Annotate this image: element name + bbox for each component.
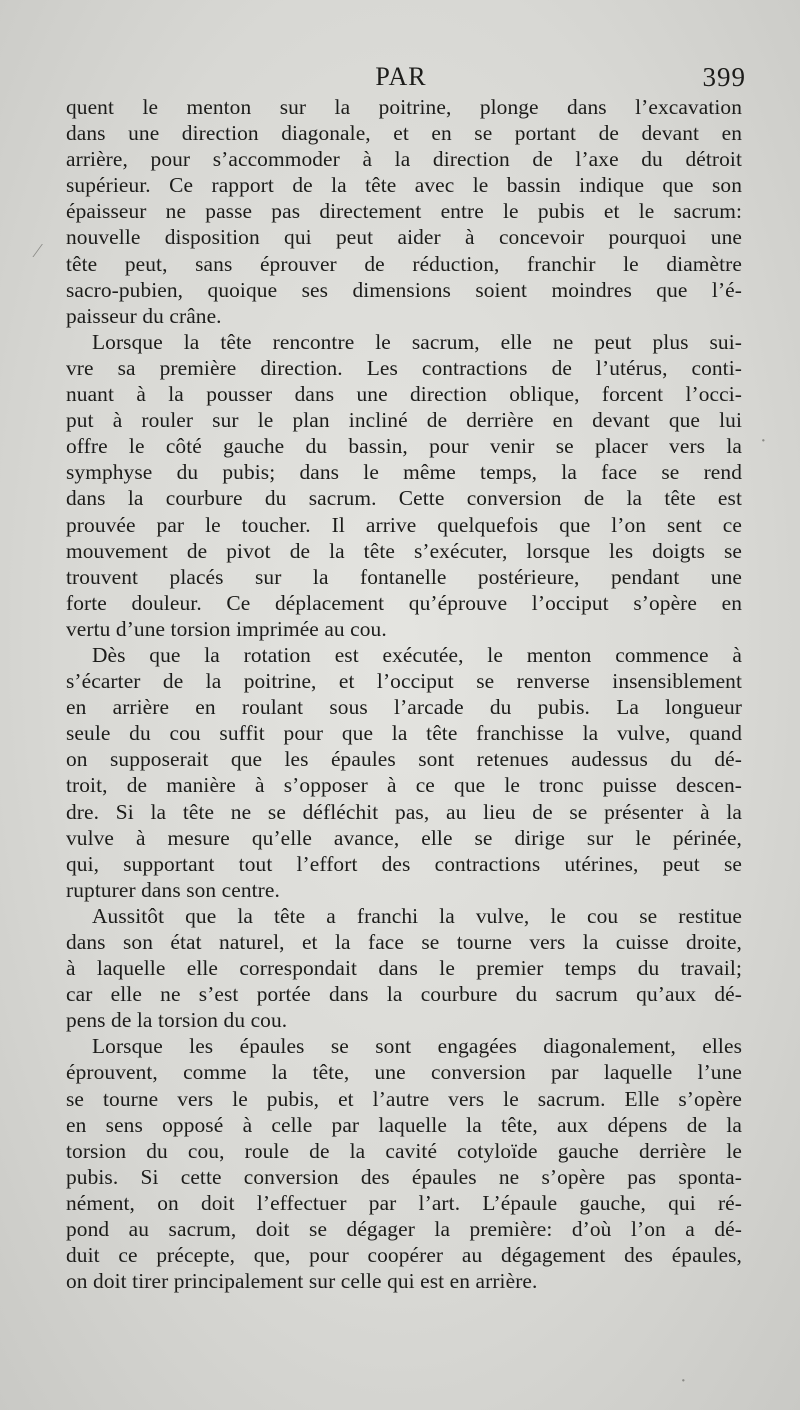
text-line: éprouvent, comme la tête, une conversion par laquelle l’une <box>66 1060 742 1085</box>
text-line: qui, supportant tout l’effort des contractions utérines, peut se <box>66 851 742 876</box>
body-text <box>66 94 742 1294</box>
text-line: vertu d’une torsion imprimée au cou. <box>66 616 387 641</box>
book-page <box>66 60 746 1294</box>
text-line: dans une direction diagonale, et en se portant de devant en <box>66 121 742 146</box>
text-line: symphyse du pubis; dans le même temps, la face se rend <box>66 460 742 485</box>
margin-mark: · <box>760 430 767 452</box>
text-line: rupturer dans son centre. <box>66 877 280 902</box>
text-line: mouvement de pivot de la tête s’exécuter, lorsque les doigts se <box>66 538 742 563</box>
text-line: Lorsque les épaules se sont engagées diagonalement, elles <box>92 1034 742 1059</box>
text-line: forte douleur. Ce déplacement qu’éprouve l’occiput s’opère en <box>66 590 742 615</box>
text-line: trouvent placés sur la fontanelle postérieure, pendant une <box>66 564 742 589</box>
text-line: vulve à mesure qu’elle avance, elle se dirige sur le périnée, <box>66 825 742 850</box>
text-line: dans la courbure du sacrum. Cette conversion de la tête est <box>66 486 742 511</box>
text-line: duit ce précepte, que, pour coopérer au dégagement des épaules, <box>66 1243 742 1268</box>
text-line: paisseur du crâne. <box>66 303 222 328</box>
text-line: tête peut, sans éprouver de réduction, franchir le diamètre <box>66 251 742 276</box>
text-line: nément, on doit l’effectuer par l’art. L’épaule gauche, qui ré- <box>66 1190 742 1215</box>
text-line: se tourne vers le pubis, et l’autre vers le sacrum. Elle s’opère <box>66 1086 742 1111</box>
text-line: pens de la torsion du cou. <box>66 1008 288 1033</box>
text-line: pond au sacrum, doit se dégager la première: d’où l’on a dé- <box>66 1217 742 1242</box>
text-line: vre sa première direction. Les contractions de l’utérus, conti- <box>66 355 742 380</box>
text-line: car elle ne s’est portée dans la courbure du sacrum qu’aux dé- <box>66 982 742 1007</box>
text-line: nouvelle disposition qui peut aider à concevoir pourquoi une <box>66 225 742 250</box>
margin-mark: ⁄ <box>36 240 40 262</box>
text-line: seule du cou suffit pour que la tête franchisse la vulve, quand <box>66 721 742 746</box>
text-line: on supposerait que les épaules sont retenues audessus du dé- <box>66 747 742 772</box>
text-line: on doit tirer principalement sur celle qui est en arrière. <box>66 1269 538 1294</box>
text-line: pubis. Si cette conversion des épaules ne s’opère pas sponta- <box>66 1164 742 1189</box>
text-line: sacro-pubien, quoique ses dimensions soient moindres que l’é- <box>66 277 742 302</box>
text-line: torsion du cou, roule de la cavité cotyloïde gauche derrière le <box>66 1138 742 1163</box>
running-title: PAR <box>375 62 427 91</box>
text-line: Lorsque la tête rencontre le sacrum, elle ne peut plus sui- <box>92 329 742 354</box>
margin-mark: · <box>680 1370 687 1392</box>
text-line: dans son état naturel, et la face se tourne vers la cuisse droite, <box>66 930 742 954</box>
text-line: nuant à la pousser dans une direction oblique, forcent l’occi- <box>66 382 742 407</box>
page-number: 399 <box>702 62 746 92</box>
text-line: prouvée par le toucher. Il arrive quelquefois que l’on sent ce <box>66 512 742 537</box>
text-line: à laquelle elle correspondait dans le premier temps du travail; <box>66 956 742 981</box>
text-line: dre. Si la tête ne se défléchit pas, au lieu de se présenter à la <box>66 799 742 824</box>
running-head <box>66 60 746 94</box>
text-line: en arrière en roulant sous l’arcade du pubis. La longueur <box>66 695 742 720</box>
text-line: troit, de manière à s’opposer à ce que le tronc puisse descen- <box>66 773 742 798</box>
text-line: Aussitôt que la tête a franchi la vulve, le cou se restitue <box>92 903 742 928</box>
text-line: s’écarter de la poitrine, et l’occiput se renverse insensiblement <box>66 669 742 694</box>
text-line: épaisseur ne passe pas directement entre le pubis et le sacrum: <box>66 199 742 224</box>
text-line: quent le menton sur la poitrine, plonge dans l’excavation <box>66 95 742 119</box>
text-line: offre le côté gauche du bassin, pour venir se placer vers la <box>66 434 742 459</box>
text-line: Dès que la rotation est exécutée, le menton commence à <box>92 642 742 667</box>
text-line: arrière, pour s’accommoder à la direction de l’axe du détroit <box>66 147 742 172</box>
text-line: put à rouler sur le plan incliné de derrière en devant que lui <box>66 408 742 433</box>
text-line: supérieur. Ce rapport de la tête avec le bassin indique que son <box>66 173 742 198</box>
text-line: en sens opposé à celle par laquelle la tête, aux dépens de la <box>66 1112 742 1137</box>
